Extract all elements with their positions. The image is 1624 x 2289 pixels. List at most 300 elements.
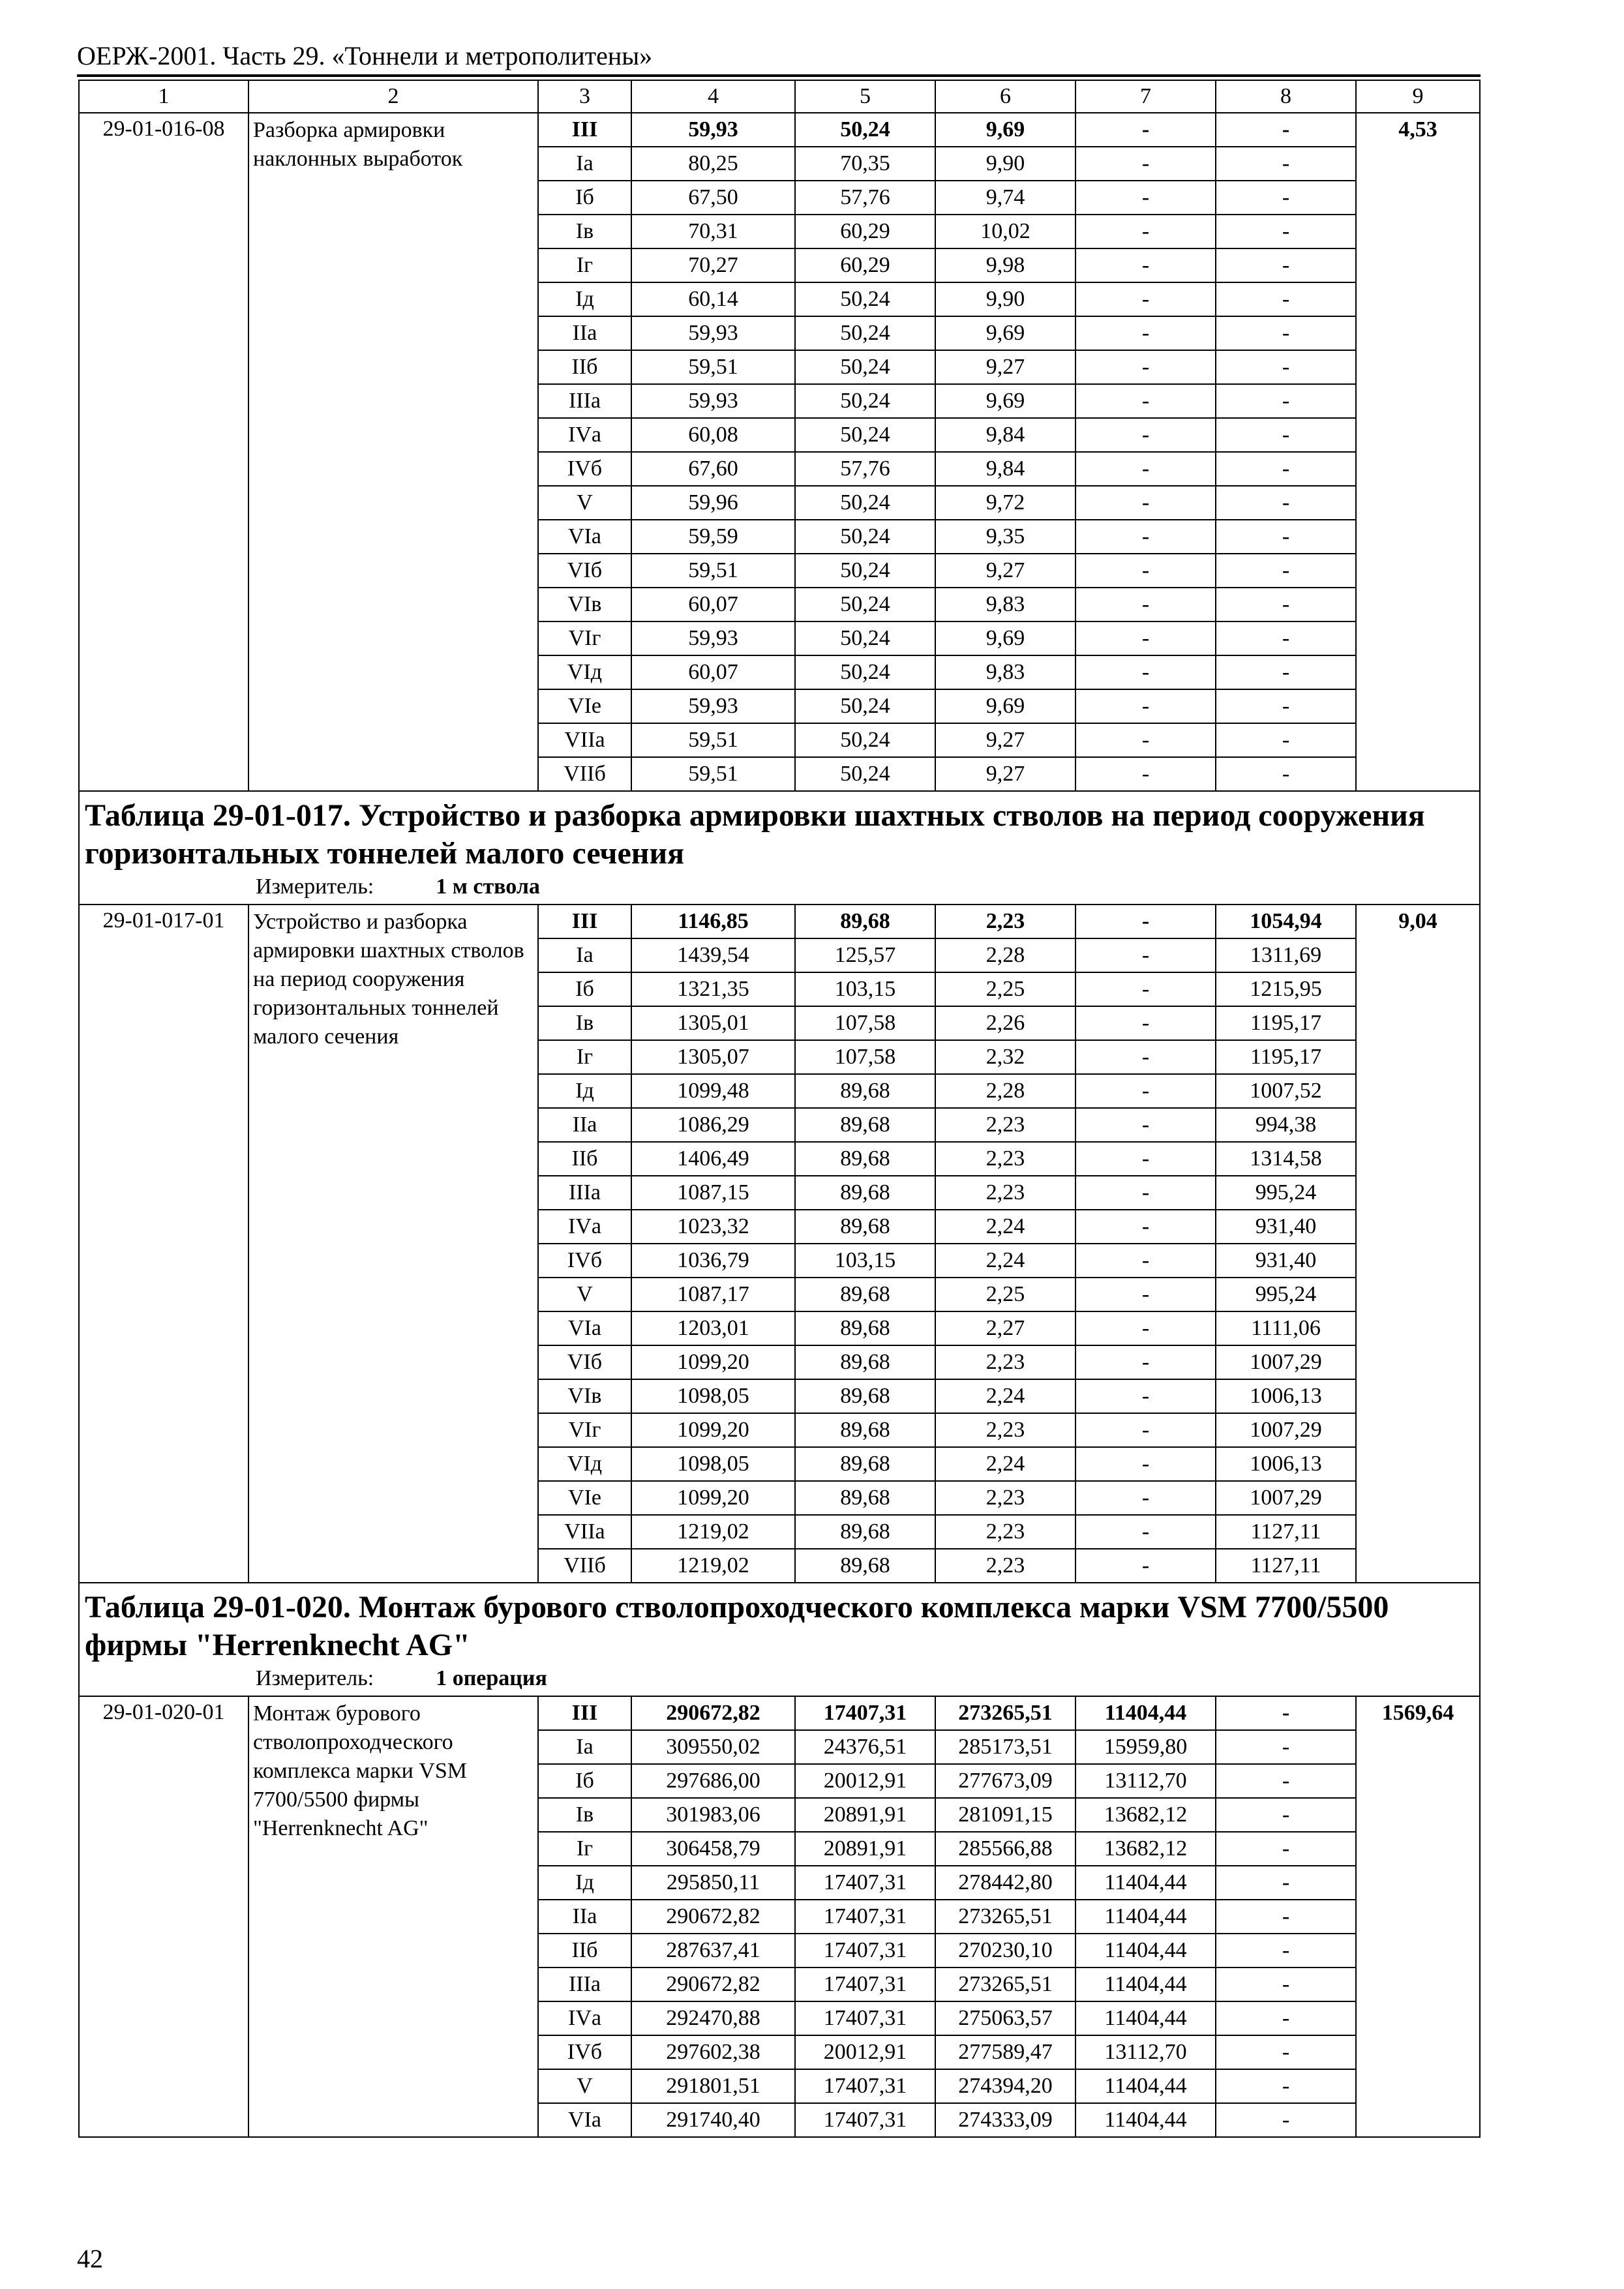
value-cell: - <box>1216 215 1356 248</box>
value-cell: 290672,82 <box>631 1900 795 1934</box>
category-cell: Iд <box>538 1074 631 1108</box>
value-cell: 9,90 <box>935 147 1075 181</box>
category-cell: VIе <box>538 689 631 723</box>
value-cell: 67,50 <box>631 181 795 215</box>
value-cell: 50,24 <box>795 588 935 621</box>
value-cell: 17407,31 <box>795 2001 935 2035</box>
value-cell: 1007,29 <box>1216 1413 1356 1447</box>
value-cell: 9,98 <box>935 248 1075 282</box>
category-cell: VIа <box>538 1311 631 1345</box>
category-cell: IVб <box>538 2035 631 2069</box>
value-cell: 59,51 <box>631 757 795 791</box>
value-cell: 107,58 <box>795 1006 935 1040</box>
value-cell: 89,68 <box>795 1108 935 1142</box>
value-cell: 13682,12 <box>1075 1798 1216 1832</box>
category-cell: IIб <box>538 1934 631 1967</box>
value-cell: 60,07 <box>631 588 795 621</box>
value-cell: 13682,12 <box>1075 1832 1216 1866</box>
value-cell: - <box>1216 452 1356 486</box>
value-cell: 70,35 <box>795 147 935 181</box>
value-cell: 2,23 <box>935 1515 1075 1549</box>
value-cell: - <box>1075 1379 1216 1413</box>
value-cell: 11404,44 <box>1075 1696 1216 1730</box>
category-cell: Iв <box>538 1798 631 1832</box>
value-cell: 292470,88 <box>631 2001 795 2035</box>
value-cell: - <box>1075 554 1216 588</box>
value-cell: 1054,94 <box>1216 905 1356 938</box>
column-number: 6 <box>935 80 1075 113</box>
category-cell: IIIа <box>538 384 631 418</box>
category-cell: IVб <box>538 452 631 486</box>
value-cell: - <box>1075 1447 1216 1481</box>
value-cell: 89,68 <box>795 1278 935 1311</box>
value-cell: 11404,44 <box>1075 1934 1216 1967</box>
value-cell: 20891,91 <box>795 1798 935 1832</box>
value-cell: - <box>1216 350 1356 384</box>
value-cell: - <box>1216 1832 1356 1866</box>
value-cell: 9,27 <box>935 554 1075 588</box>
value-cell: - <box>1216 248 1356 282</box>
category-cell: V <box>538 2069 631 2103</box>
table-title-row <box>79 791 1480 905</box>
category-cell: VIIб <box>538 757 631 791</box>
value-cell: 290672,82 <box>631 1967 795 2001</box>
value-cell: 2,25 <box>935 972 1075 1006</box>
category-cell: Iг <box>538 248 631 282</box>
value-cell: - <box>1075 1142 1216 1176</box>
value-cell: - <box>1216 2001 1356 2035</box>
value-cell: 1195,17 <box>1216 1006 1356 1040</box>
value-cell: 274333,09 <box>935 2103 1075 2137</box>
value-cell: 70,27 <box>631 248 795 282</box>
value-cell: - <box>1075 723 1216 757</box>
value-cell: 50,24 <box>795 554 935 588</box>
value-cell: 15959,80 <box>1075 1730 1216 1764</box>
value-cell: - <box>1216 621 1356 655</box>
value-cell: 11404,44 <box>1075 1900 1216 1934</box>
value-cell: - <box>1075 1006 1216 1040</box>
category-cell: Iд <box>538 1866 631 1900</box>
value-cell: 2,23 <box>935 1481 1075 1515</box>
value-cell: 89,68 <box>795 1549 935 1583</box>
value-cell: - <box>1075 1074 1216 1108</box>
value-cell: 89,68 <box>795 1210 935 1244</box>
value-cell: 89,68 <box>795 1074 935 1108</box>
value-cell: 931,40 <box>1216 1210 1356 1244</box>
value-cell: 309550,02 <box>631 1730 795 1764</box>
value-cell: - <box>1075 520 1216 554</box>
value-cell: - <box>1216 282 1356 316</box>
value-cell: 1099,48 <box>631 1074 795 1108</box>
value-cell: 281091,15 <box>935 1798 1075 1832</box>
value-cell: 1007,29 <box>1216 1345 1356 1379</box>
value-cell: 290672,82 <box>631 1696 795 1730</box>
value-cell: 9,69 <box>935 384 1075 418</box>
value-cell: - <box>1216 554 1356 588</box>
category-cell: VIIа <box>538 1515 631 1549</box>
value-cell: 9,69 <box>935 689 1075 723</box>
category-cell: Iб <box>538 972 631 1006</box>
value-cell: 1098,05 <box>631 1379 795 1413</box>
value-cell: 2,24 <box>935 1447 1075 1481</box>
value-cell: 9,35 <box>935 520 1075 554</box>
category-cell: VIв <box>538 588 631 621</box>
value-cell: 59,51 <box>631 554 795 588</box>
value-cell: - <box>1216 384 1356 418</box>
value-cell: 995,24 <box>1216 1176 1356 1210</box>
category-cell: VIIа <box>538 723 631 757</box>
value-cell: - <box>1075 248 1216 282</box>
value-cell: 274394,20 <box>935 2069 1075 2103</box>
value-cell: 1146,85 <box>631 905 795 938</box>
value-cell: - <box>1216 113 1356 147</box>
value-cell: 297602,38 <box>631 2035 795 2069</box>
col9-value: 9,04 <box>1356 905 1480 1583</box>
value-cell: 1087,15 <box>631 1176 795 1210</box>
column-number: 7 <box>1075 80 1216 113</box>
value-cell: 2,23 <box>935 905 1075 938</box>
value-cell: - <box>1075 1549 1216 1583</box>
category-cell: III <box>538 113 631 147</box>
value-cell: 80,25 <box>631 147 795 181</box>
category-cell: VIг <box>538 621 631 655</box>
value-cell: 295850,11 <box>631 1866 795 1900</box>
value-cell: - <box>1216 316 1356 350</box>
value-cell: 1099,20 <box>631 1481 795 1515</box>
category-cell: Iг <box>538 1040 631 1074</box>
value-cell: 50,24 <box>795 655 935 689</box>
value-cell: 9,84 <box>935 418 1075 452</box>
value-cell: 1086,29 <box>631 1108 795 1142</box>
value-cell: 50,24 <box>795 350 935 384</box>
value-cell: 125,57 <box>795 938 935 972</box>
value-cell: 17407,31 <box>795 1900 935 1934</box>
value-cell: 50,24 <box>795 486 935 520</box>
value-cell: 59,51 <box>631 350 795 384</box>
value-cell: 11404,44 <box>1075 2001 1216 2035</box>
value-cell: 1305,01 <box>631 1006 795 1040</box>
value-cell: 306458,79 <box>631 1832 795 1866</box>
measure-label: Измеритель: <box>256 1666 374 1690</box>
category-cell: IVа <box>538 1210 631 1244</box>
value-cell: 9,69 <box>935 621 1075 655</box>
value-cell: 1215,95 <box>1216 972 1356 1006</box>
category-cell: VIб <box>538 1345 631 1379</box>
value-cell: 9,27 <box>935 350 1075 384</box>
value-cell: 1036,79 <box>631 1244 795 1278</box>
norm-description: Устройство и разборка армировки шахтных стволов на период сооружения горизонтальных тоннелей малого сечения <box>248 905 538 1583</box>
value-cell: 995,24 <box>1216 1278 1356 1311</box>
value-cell: - <box>1075 1481 1216 1515</box>
value-cell: 24376,51 <box>795 1730 935 1764</box>
value-cell: 275063,57 <box>935 2001 1075 2035</box>
category-cell: Iг <box>538 1832 631 1866</box>
value-cell: 1311,69 <box>1216 938 1356 972</box>
value-cell: 1219,02 <box>631 1549 795 1583</box>
column-number: 8 <box>1216 80 1356 113</box>
category-cell: IIIа <box>538 1176 631 1210</box>
category-cell: VIг <box>538 1413 631 1447</box>
value-cell: 287637,41 <box>631 1934 795 1967</box>
value-cell: 1219,02 <box>631 1515 795 1549</box>
value-cell: 50,24 <box>795 689 935 723</box>
value-cell: 2,24 <box>935 1379 1075 1413</box>
value-cell: 1321,35 <box>631 972 795 1006</box>
value-cell: - <box>1075 938 1216 972</box>
value-cell: 50,24 <box>795 723 935 757</box>
value-cell: 89,68 <box>795 1176 935 1210</box>
value-cell: 59,93 <box>631 689 795 723</box>
norms-table <box>78 80 1481 2138</box>
value-cell: - <box>1075 282 1216 316</box>
norm-description: Монтаж бурового стволопроходческого комплекса марки VSM 7700/5500 фирмы "Herrenknecht AG" <box>248 1696 538 2137</box>
measure-value: 1 м ствола <box>436 875 540 899</box>
value-cell: 931,40 <box>1216 1244 1356 1278</box>
page-header: ОЕРЖ-2001. Часть 29. «Тоннели и метрополитены» <box>77 41 653 70</box>
category-cell: IVа <box>538 2001 631 2035</box>
value-cell: 50,24 <box>795 316 935 350</box>
value-cell: - <box>1216 689 1356 723</box>
value-cell: 9,69 <box>935 316 1075 350</box>
category-cell: V <box>538 486 631 520</box>
value-cell: 107,58 <box>795 1040 935 1074</box>
category-cell: IIIа <box>538 1967 631 2001</box>
col9-value: 4,53 <box>1356 113 1480 791</box>
value-cell: 89,68 <box>795 1413 935 1447</box>
table-row <box>79 905 1480 938</box>
value-cell: - <box>1216 2069 1356 2103</box>
category-cell: IVа <box>538 418 631 452</box>
value-cell: - <box>1075 384 1216 418</box>
category-cell: VIв <box>538 1379 631 1413</box>
category-cell: Iа <box>538 1730 631 1764</box>
measure-line <box>85 1664 1474 1693</box>
table-title: Таблица 29-01-017. Устройство и разборка армировки шахтных стволов на период сооружения горизонтальных тоннелей малого сечения <box>85 798 1425 871</box>
category-cell: VIIб <box>538 1549 631 1583</box>
category-cell: IIб <box>538 350 631 384</box>
measure-value: 1 операция <box>436 1666 547 1690</box>
header-rule <box>77 74 1481 77</box>
value-cell: 57,76 <box>795 452 935 486</box>
value-cell: 285566,88 <box>935 1832 1075 1866</box>
value-cell: 277673,09 <box>935 1764 1075 1798</box>
value-cell: 2,23 <box>935 1142 1075 1176</box>
value-cell: - <box>1075 1345 1216 1379</box>
category-cell: VIа <box>538 2103 631 2137</box>
value-cell: - <box>1075 181 1216 215</box>
value-cell: 1195,17 <box>1216 1040 1356 1074</box>
value-cell: 50,24 <box>795 418 935 452</box>
value-cell: 277589,47 <box>935 2035 1075 2069</box>
value-cell: 59,51 <box>631 723 795 757</box>
value-cell: 2,23 <box>935 1176 1075 1210</box>
value-cell: - <box>1075 215 1216 248</box>
value-cell: 9,72 <box>935 486 1075 520</box>
value-cell: 1023,32 <box>631 1210 795 1244</box>
measure-label: Измеритель: <box>256 875 374 899</box>
value-cell: 1099,20 <box>631 1413 795 1447</box>
value-cell: 278442,80 <box>935 1866 1075 1900</box>
value-cell: 9,27 <box>935 723 1075 757</box>
value-cell: 103,15 <box>795 972 935 1006</box>
norm-code: 29-01-016-08 <box>79 113 248 791</box>
table-title-cell <box>79 1583 1480 1696</box>
value-cell: 9,83 <box>935 655 1075 689</box>
value-cell: 1006,13 <box>1216 1379 1356 1413</box>
value-cell: 50,24 <box>795 757 935 791</box>
category-cell: VIд <box>538 1447 631 1481</box>
value-cell: 301983,06 <box>631 1798 795 1832</box>
column-number-row <box>79 80 1480 113</box>
table-title: Таблица 29-01-020. Монтаж бурового стволопроходческого комплекса марки VSM 7700/5500 фирмы "Herrenknecht AG" <box>85 1590 1389 1662</box>
norm-code: 29-01-017-01 <box>79 905 248 1583</box>
value-cell: 2,28 <box>935 938 1075 972</box>
value-cell: 1006,13 <box>1216 1447 1356 1481</box>
value-cell: 1111,06 <box>1216 1311 1356 1345</box>
category-cell: IVб <box>538 1244 631 1278</box>
value-cell: 17407,31 <box>795 2103 935 2137</box>
value-cell: 9,74 <box>935 181 1075 215</box>
value-cell: 89,68 <box>795 1142 935 1176</box>
value-cell: 273265,51 <box>935 1900 1075 1934</box>
value-cell: 20012,91 <box>795 1764 935 1798</box>
value-cell: - <box>1216 1696 1356 1730</box>
value-cell: 17407,31 <box>795 1934 935 1967</box>
value-cell: 1007,29 <box>1216 1481 1356 1515</box>
value-cell: 10,02 <box>935 215 1075 248</box>
category-cell: VIа <box>538 520 631 554</box>
value-cell: 2,23 <box>935 1108 1075 1142</box>
value-cell: 89,68 <box>795 1515 935 1549</box>
value-cell: 1007,52 <box>1216 1074 1356 1108</box>
value-cell: - <box>1216 418 1356 452</box>
value-cell: - <box>1075 316 1216 350</box>
value-cell: - <box>1075 905 1216 938</box>
value-cell: 1098,05 <box>631 1447 795 1481</box>
value-cell: - <box>1075 1515 1216 1549</box>
category-cell: III <box>538 1696 631 1730</box>
value-cell: 1314,58 <box>1216 1142 1356 1176</box>
value-cell: 2,27 <box>935 1311 1075 1345</box>
value-cell: 59,96 <box>631 486 795 520</box>
value-cell: 70,31 <box>631 215 795 248</box>
column-number: 4 <box>631 80 795 113</box>
value-cell: - <box>1075 757 1216 791</box>
value-cell: 17407,31 <box>795 2069 935 2103</box>
value-cell: 103,15 <box>795 1244 935 1278</box>
column-number: 2 <box>248 80 538 113</box>
value-cell: - <box>1075 1210 1216 1244</box>
value-cell: 50,24 <box>795 113 935 147</box>
category-cell: Iв <box>538 1006 631 1040</box>
table-title-cell <box>79 791 1480 905</box>
value-cell: 20891,91 <box>795 1832 935 1866</box>
value-cell: 89,68 <box>795 1379 935 1413</box>
page-number: 42 <box>77 2244 103 2273</box>
value-cell: - <box>1075 486 1216 520</box>
value-cell: 9,84 <box>935 452 1075 486</box>
value-cell: 2,24 <box>935 1210 1075 1244</box>
norm-description: Разборка армировки наклонных выработок <box>248 113 538 791</box>
column-number: 1 <box>79 80 248 113</box>
value-cell: 17407,31 <box>795 1967 935 2001</box>
value-cell: - <box>1075 655 1216 689</box>
value-cell: 11404,44 <box>1075 2069 1216 2103</box>
value-cell: 1406,49 <box>631 1142 795 1176</box>
value-cell: 17407,31 <box>795 1696 935 1730</box>
value-cell: 59,93 <box>631 316 795 350</box>
column-number: 5 <box>795 80 935 113</box>
value-cell: 2,23 <box>935 1345 1075 1379</box>
value-cell: 1127,11 <box>1216 1515 1356 1549</box>
value-cell: 59,93 <box>631 384 795 418</box>
value-cell: - <box>1075 1413 1216 1447</box>
value-cell: 89,68 <box>795 1311 935 1345</box>
category-cell: Iб <box>538 1764 631 1798</box>
value-cell: 17407,31 <box>795 1866 935 1900</box>
value-cell: - <box>1075 113 1216 147</box>
value-cell: 11404,44 <box>1075 1866 1216 1900</box>
table-row <box>79 113 1480 147</box>
value-cell: 59,59 <box>631 520 795 554</box>
value-cell: - <box>1216 588 1356 621</box>
value-cell: 60,08 <box>631 418 795 452</box>
value-cell: 270230,10 <box>935 1934 1075 1967</box>
value-cell: 9,90 <box>935 282 1075 316</box>
value-cell: - <box>1075 972 1216 1006</box>
col9-value: 1569,64 <box>1356 1696 1480 2137</box>
value-cell: 13112,70 <box>1075 1764 1216 1798</box>
value-cell: - <box>1216 1798 1356 1832</box>
value-cell: 9,69 <box>935 113 1075 147</box>
value-cell: - <box>1075 588 1216 621</box>
value-cell: 11404,44 <box>1075 2103 1216 2137</box>
value-cell: - <box>1075 418 1216 452</box>
value-cell: 11404,44 <box>1075 1967 1216 2001</box>
value-cell: - <box>1075 689 1216 723</box>
value-cell: 60,29 <box>795 215 935 248</box>
category-cell: VIб <box>538 554 631 588</box>
value-cell: 273265,51 <box>935 1967 1075 2001</box>
value-cell: 2,28 <box>935 1074 1075 1108</box>
value-cell: 291801,51 <box>631 2069 795 2103</box>
value-cell: 297686,00 <box>631 1764 795 1798</box>
value-cell: - <box>1075 1040 1216 1074</box>
value-cell: 89,68 <box>795 1481 935 1515</box>
category-cell: Iб <box>538 181 631 215</box>
category-cell: Iв <box>538 215 631 248</box>
value-cell: - <box>1075 452 1216 486</box>
column-number: 3 <box>538 80 631 113</box>
value-cell: 20012,91 <box>795 2035 935 2069</box>
value-cell: - <box>1075 1278 1216 1311</box>
value-cell: 1087,17 <box>631 1278 795 1311</box>
value-cell: 2,32 <box>935 1040 1075 1074</box>
category-cell: IIа <box>538 1900 631 1934</box>
value-cell: 59,93 <box>631 113 795 147</box>
table-title-row <box>79 1583 1480 1696</box>
value-cell: 2,23 <box>935 1413 1075 1447</box>
value-cell: - <box>1216 1866 1356 1900</box>
value-cell: 291740,40 <box>631 2103 795 2137</box>
value-cell: - <box>1216 2035 1356 2069</box>
value-cell: 2,26 <box>935 1006 1075 1040</box>
value-cell: 57,76 <box>795 181 935 215</box>
value-cell: - <box>1216 1900 1356 1934</box>
value-cell: 50,24 <box>795 621 935 655</box>
value-cell: - <box>1216 181 1356 215</box>
value-cell: 1099,20 <box>631 1345 795 1379</box>
